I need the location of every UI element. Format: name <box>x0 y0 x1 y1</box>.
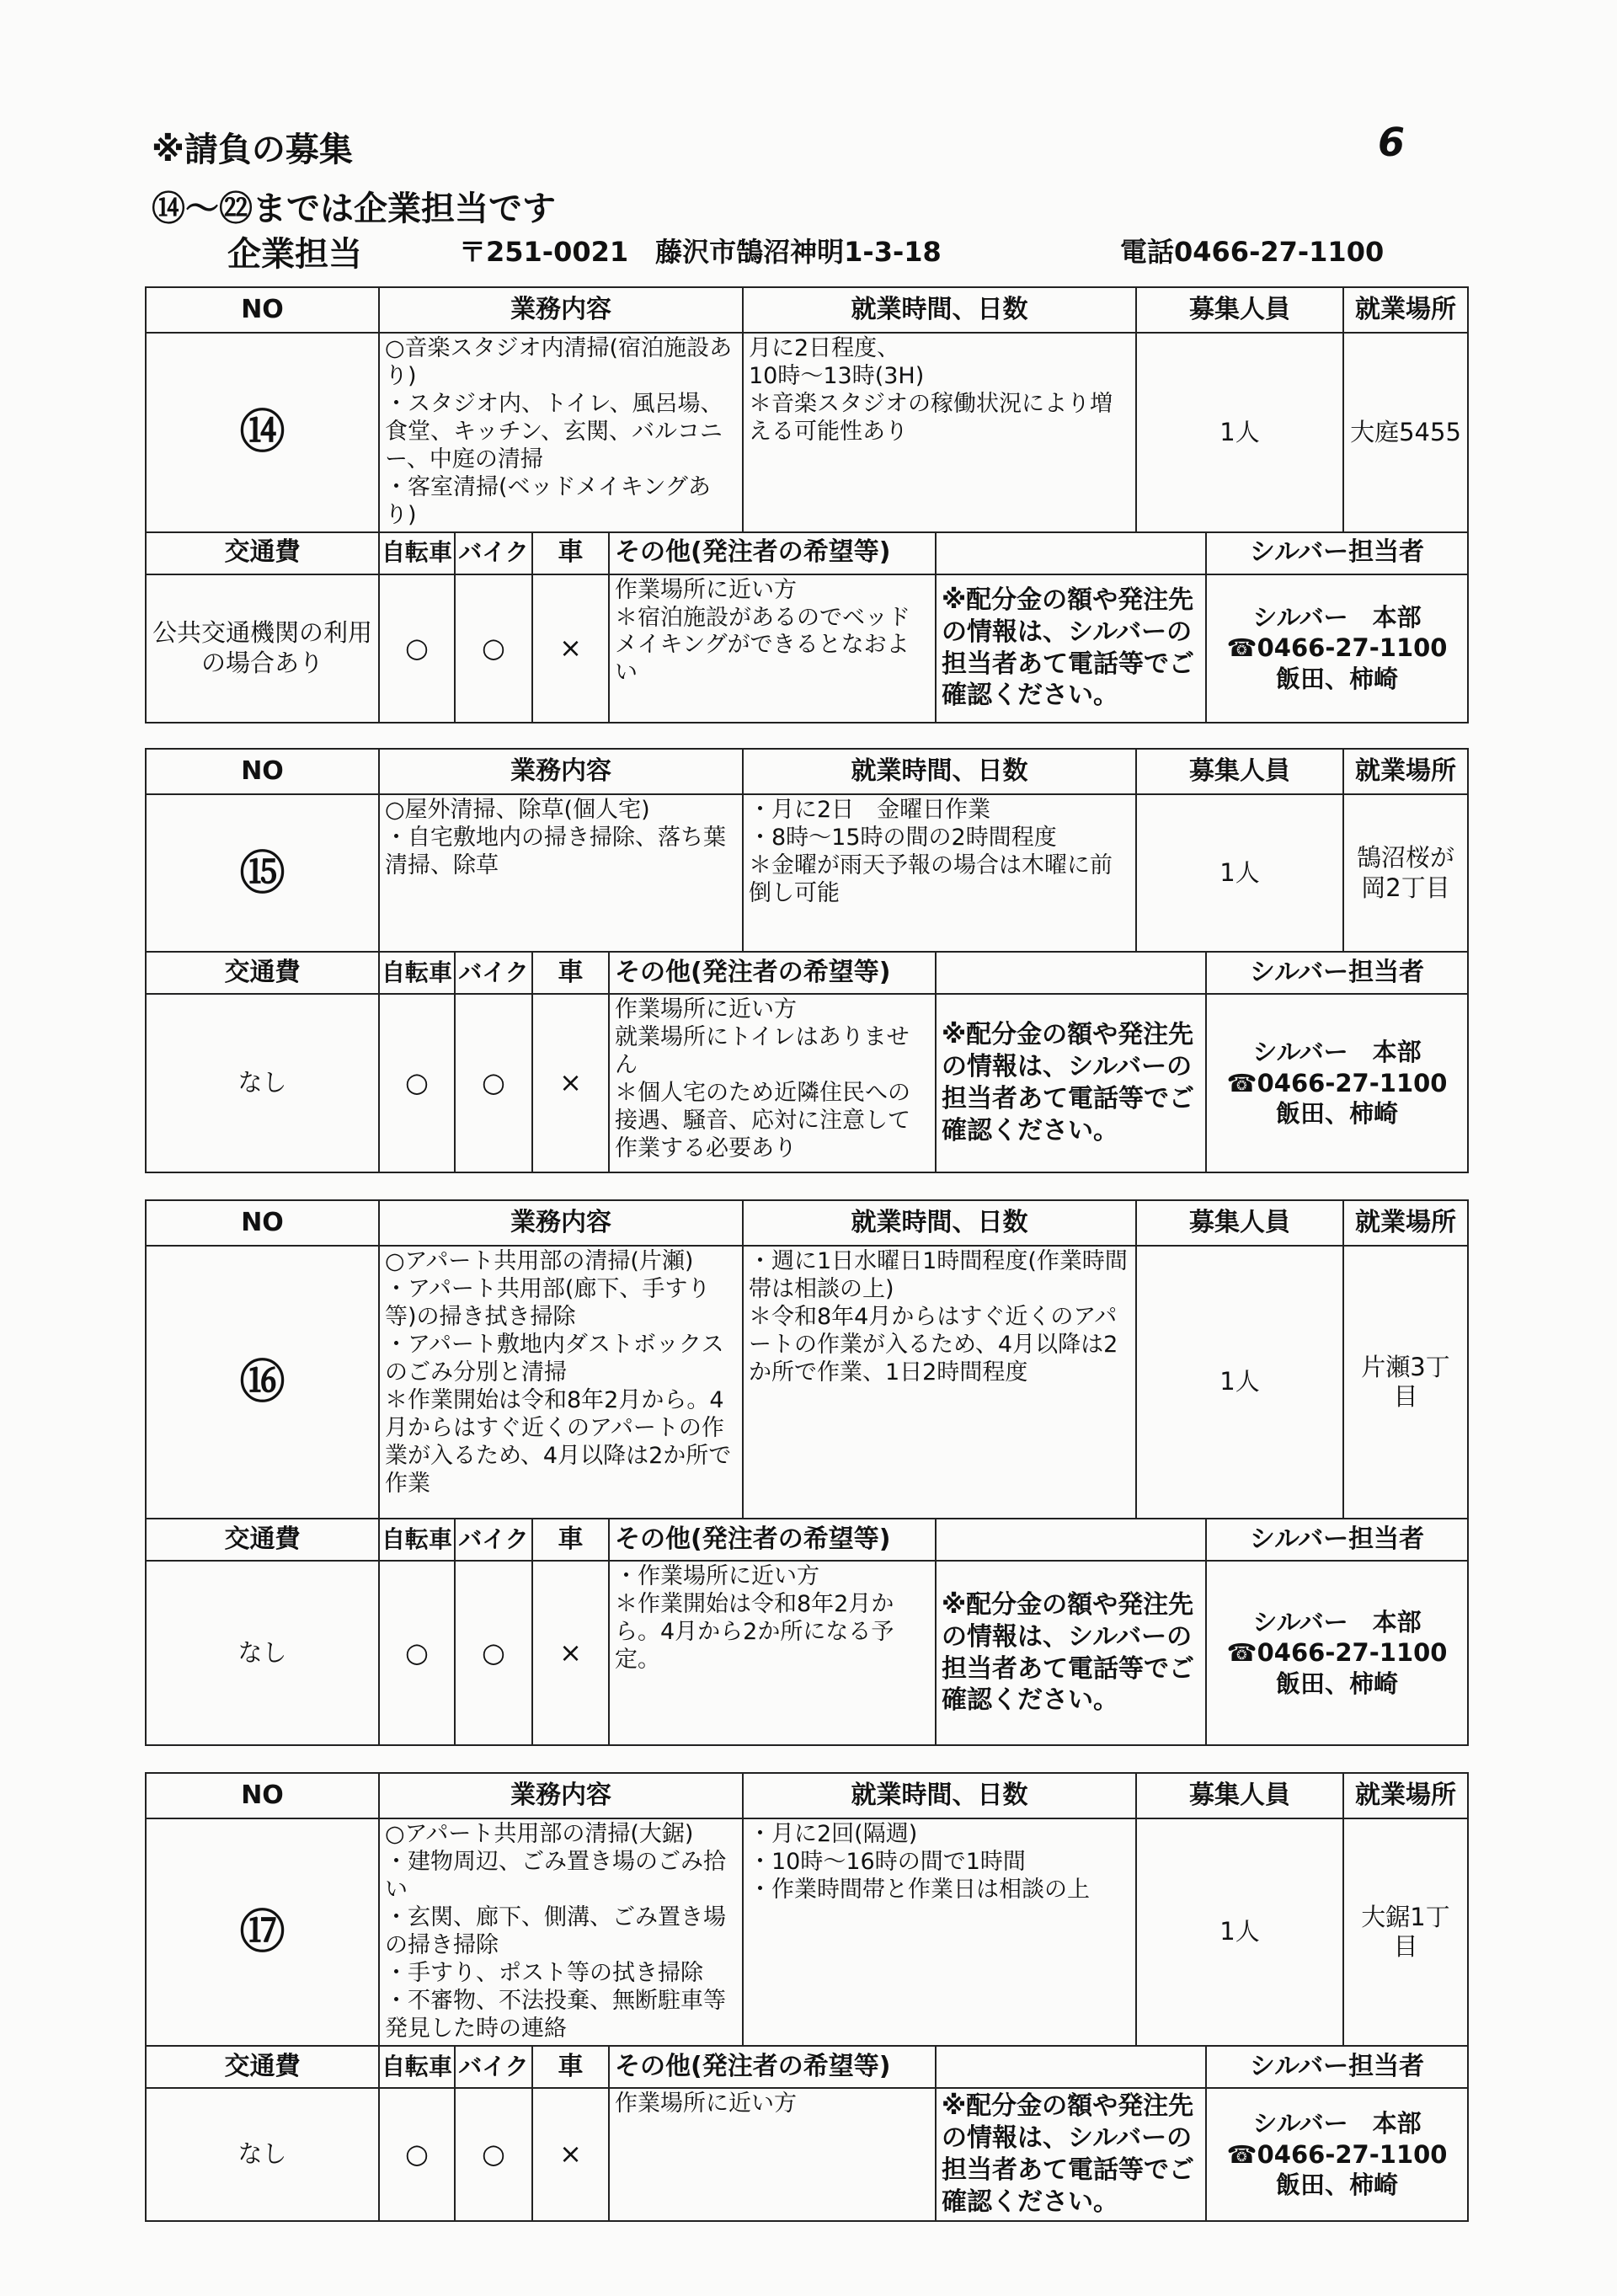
col-hours: 就業時間、日数 <box>743 749 1136 794</box>
col-fare: 交通費 <box>146 532 379 574</box>
hours-line: ・月に2回(隔週) <box>749 1821 918 1847</box>
blank-header-cell <box>936 2046 1206 2088</box>
work-line: ・玄関、廊下、側溝、ごみ置き場の掃き掃除 <box>385 1904 726 1958</box>
job-people: 1人 <box>1136 1246 1343 1519</box>
job-listing-table <box>145 1772 1469 2222</box>
work-line: ○音楽スタジオ内清掃(宿泊施設あり) <box>385 335 733 389</box>
transport-row <box>146 2088 1468 2221</box>
other-line: 作業場所に近い方 <box>615 576 797 603</box>
col-people: 募集人員 <box>1136 1200 1343 1246</box>
job-main-row <box>146 1246 1468 1519</box>
col-staff: シルバー担当者 <box>1206 532 1468 574</box>
staff-names: 飯田、柿崎 <box>1275 1669 1398 1698</box>
staff-contact <box>1206 994 1468 1172</box>
blank-header-cell <box>936 532 1206 574</box>
other-line: 作業場所に近い方 <box>615 996 797 1023</box>
col-other: その他(発注者の希望等) <box>609 2046 936 2088</box>
job-number: ⑰ <box>146 1818 379 2046</box>
col-bike: バイク <box>455 532 532 574</box>
job-other <box>609 574 936 723</box>
col-location: 就業場所 <box>1343 1200 1468 1246</box>
bicycle-mark: ○ <box>379 2088 455 2221</box>
work-line: ・スタジオ内、トイレ、風呂場、食堂、キッチン、玄関、バルコニー、中庭の清掃 <box>385 390 723 473</box>
col-other: その他(発注者の希望等) <box>609 1519 936 1561</box>
section-subtitle: ⑭～㉒までは企業担当です <box>152 190 556 228</box>
work-line: ○アパート共用部の清掃(片瀬) <box>385 1248 694 1274</box>
col-people: 募集人員 <box>1136 1773 1343 1818</box>
bike-mark: ○ <box>455 1561 532 1745</box>
col-work: 業務内容 <box>379 1200 743 1246</box>
transport-header-row <box>146 2046 1468 2088</box>
staff-contact <box>1206 1561 1468 1745</box>
col-work: 業務内容 <box>379 1773 743 1818</box>
job-listing-table <box>145 748 1469 1173</box>
job-other <box>609 1561 936 1745</box>
job-location: 大庭5455 <box>1343 333 1468 532</box>
other-line: ＊個人宅のため近隣住民への接遇、騒音、応対に注意して作業する必要あり <box>615 1079 910 1161</box>
staff-names: 飯田、柿崎 <box>1275 664 1398 693</box>
col-no: NO <box>146 749 379 794</box>
job-header-row <box>146 749 1468 794</box>
staff-contact <box>1206 574 1468 723</box>
job-main-row <box>146 794 1468 952</box>
col-bicycle: 自転車 <box>379 1519 455 1561</box>
staff-names: 飯田、柿崎 <box>1275 2171 1398 2200</box>
job-location: 鵠沼桜が岡2丁目 <box>1343 794 1468 952</box>
col-car: 車 <box>532 1519 609 1561</box>
col-location: 就業場所 <box>1343 1773 1468 1818</box>
transport-header-row <box>146 952 1468 994</box>
job-location: 片瀬3丁目 <box>1343 1246 1468 1519</box>
other-line: ・作業場所に近い方 <box>615 1563 819 1589</box>
col-other: その他(発注者の希望等) <box>609 952 936 994</box>
hours-line: 月に2日程度、 <box>749 335 900 361</box>
bicycle-mark: ○ <box>379 994 455 1172</box>
job-number: ⑯ <box>146 1246 379 1519</box>
blank-header-cell <box>936 1519 1206 1561</box>
staff-office: シルバー 本部 <box>1252 602 1422 632</box>
hours-line: ＊音楽スタジオの稼働状況により増える可能性あり <box>749 390 1113 445</box>
work-line: ・建物周辺、ごみ置き場のごみ拾い <box>385 1848 726 1903</box>
bicycle-mark: ○ <box>379 574 455 723</box>
col-people: 募集人員 <box>1136 749 1343 794</box>
col-fare: 交通費 <box>146 2046 379 2088</box>
col-people: 募集人員 <box>1136 287 1343 333</box>
col-no: NO <box>146 287 379 333</box>
staff-phone: ☎0466-27-1100 <box>1226 633 1448 663</box>
transport-row <box>146 574 1468 723</box>
job-hours <box>743 1818 1136 2046</box>
job-location: 大鋸1丁目 <box>1343 1818 1468 2046</box>
col-hours: 就業時間、日数 <box>743 1773 1136 1818</box>
col-bicycle: 自転車 <box>379 2046 455 2088</box>
col-hours: 就業時間、日数 <box>743 1200 1136 1246</box>
job-description <box>379 333 743 532</box>
job-fare: なし <box>146 1561 379 1745</box>
col-staff: シルバー担当者 <box>1206 952 1468 994</box>
car-mark: × <box>532 994 609 1172</box>
contact-notice: ※配分金の額や発注先の情報は、シルバーの担当者あて電話等でご確認ください。 <box>936 994 1206 1172</box>
transport-header-row <box>146 1519 1468 1561</box>
col-car: 車 <box>532 952 609 994</box>
job-description <box>379 1246 743 1519</box>
car-mark: × <box>532 2088 609 2221</box>
work-line: ・自宅敷地内の掃き掃除、落ち葉清掃、除草 <box>385 824 726 878</box>
job-other <box>609 994 936 1172</box>
job-listing-table <box>145 286 1469 724</box>
page-title: ※請負の募集 <box>152 131 353 169</box>
transport-row <box>146 994 1468 1172</box>
bike-mark: ○ <box>455 994 532 1172</box>
col-fare: 交通費 <box>146 1519 379 1561</box>
staff-office: シルバー 本部 <box>1252 1607 1422 1637</box>
col-car: 車 <box>532 532 609 574</box>
other-line: ＊宿泊施設があるのでベッドメイキングができるとなおよい <box>615 604 910 686</box>
col-bike: バイク <box>455 2046 532 2088</box>
work-line: ○屋外清掃、除草(個人宅) <box>385 797 650 823</box>
col-work: 業務内容 <box>379 749 743 794</box>
hours-line: ・8時～15時の間の2時間程度 <box>749 824 1057 851</box>
col-no: NO <box>146 1773 379 1818</box>
job-hours <box>743 333 1136 532</box>
job-fare: なし <box>146 2088 379 2221</box>
job-people: 1人 <box>1136 794 1343 952</box>
staff-phone: ☎0466-27-1100 <box>1226 2139 1448 2169</box>
work-line: ・客室清掃(ベッドメイキングあり) <box>385 473 711 528</box>
col-bicycle: 自転車 <box>379 532 455 574</box>
job-header-row <box>146 1200 1468 1246</box>
job-description <box>379 794 743 952</box>
job-people: 1人 <box>1136 333 1343 532</box>
blank-header-cell <box>936 952 1206 994</box>
job-fare: なし <box>146 994 379 1172</box>
bike-mark: ○ <box>455 2088 532 2221</box>
bike-mark: ○ <box>455 574 532 723</box>
department-address: 〒251-0021 藤沢市鵠沼神明1-3-18 <box>459 236 942 268</box>
work-line: ・アパート敷地内ダストボックスのごみ分別と清掃 <box>385 1331 724 1386</box>
col-no: NO <box>146 1200 379 1246</box>
work-line: ＊作業開始は令和8年2月から。4月からはすぐ近くのアパートの作業が入るため、4月以降は2か所で作業 <box>385 1386 732 1497</box>
job-main-row <box>146 1818 1468 2046</box>
staff-names: 飯田、柿崎 <box>1275 1099 1398 1129</box>
col-staff: シルバー担当者 <box>1206 1519 1468 1561</box>
job-main-row <box>146 333 1468 532</box>
job-fare: 公共交通機関の利用の場合あり <box>146 574 379 723</box>
staff-phone: ☎0466-27-1100 <box>1226 1638 1448 1668</box>
col-car: 車 <box>532 2046 609 2088</box>
contact-notice: ※配分金の額や発注先の情報は、シルバーの担当者あて電話等でご確認ください。 <box>936 574 1206 723</box>
staff-office: シルバー 本部 <box>1252 2109 1422 2138</box>
col-bike: バイク <box>455 952 532 994</box>
department-phone: 電話0466-27-1100 <box>1120 236 1385 268</box>
hours-line: ・作業時間帯と作業日は相談の上 <box>749 1876 1090 1903</box>
staff-contact <box>1206 2088 1468 2221</box>
page-number: 6 <box>1378 120 1406 165</box>
other-line: 作業場所に近い方 <box>615 2090 797 2117</box>
job-hours <box>743 794 1136 952</box>
job-listing-table <box>145 1199 1469 1746</box>
transport-row <box>146 1561 1468 1745</box>
col-hours: 就業時間、日数 <box>743 287 1136 333</box>
hours-line: 10時～13時(3H) <box>749 362 925 389</box>
col-fare: 交通費 <box>146 952 379 994</box>
department-name: 企業担当 <box>227 235 362 274</box>
work-line: ・不審物、不法投棄、無断駐車等発見した時の連絡 <box>385 1987 726 2042</box>
job-header-row <box>146 287 1468 333</box>
bicycle-mark: ○ <box>379 1561 455 1745</box>
hours-line: ＊令和8年4月からはすぐ近くのアパートの作業が入るため、4月以降は2か所で作業、1日2時間程度 <box>749 1303 1118 1386</box>
hours-line: ・月に2日 金曜日作業 <box>749 797 991 823</box>
col-bicycle: 自転車 <box>379 952 455 994</box>
job-description <box>379 1818 743 2046</box>
work-line: ・アパート共用部(廊下、手すり等)の掃き拭き掃除 <box>385 1275 711 1330</box>
col-work: 業務内容 <box>379 287 743 333</box>
job-header-row <box>146 1773 1468 1818</box>
work-line: ○アパート共用部の清掃(大鋸) <box>385 1821 694 1847</box>
staff-office: シルバー 本部 <box>1252 1038 1422 1067</box>
hours-line: ・週に1日水曜日1時間程度(作業時間帯は相談の上) <box>749 1248 1128 1302</box>
job-hours <box>743 1246 1136 1519</box>
other-line: ＊作業開始は令和8年2月から。4月から2か所になる予定。 <box>615 1590 894 1673</box>
col-bike: バイク <box>455 1519 532 1561</box>
work-line: ・手すり、ポスト等の拭き掃除 <box>385 1959 703 1986</box>
col-other: その他(発注者の希望等) <box>609 532 936 574</box>
contact-notice: ※配分金の額や発注先の情報は、シルバーの担当者あて電話等でご確認ください。 <box>936 1561 1206 1745</box>
other-line: 就業場所にトイレはありません <box>615 1023 910 1078</box>
transport-header-row <box>146 532 1468 574</box>
hours-line: ・10時～16時の間で1時間 <box>749 1848 1026 1875</box>
job-people: 1人 <box>1136 1818 1343 2046</box>
car-mark: × <box>532 1561 609 1745</box>
col-location: 就業場所 <box>1343 287 1468 333</box>
job-number: ⑮ <box>146 794 379 952</box>
col-location: 就業場所 <box>1343 749 1468 794</box>
staff-phone: ☎0466-27-1100 <box>1226 1068 1448 1097</box>
col-staff: シルバー担当者 <box>1206 2046 1468 2088</box>
job-number: ⑭ <box>146 333 379 532</box>
hours-line: ＊金曜が雨天予報の場合は木曜に前倒し可能 <box>749 852 1113 906</box>
contact-notice: ※配分金の額や発注先の情報は、シルバーの担当者あて電話等でご確認ください。 <box>936 2088 1206 2221</box>
job-other <box>609 2088 936 2221</box>
car-mark: × <box>532 574 609 723</box>
